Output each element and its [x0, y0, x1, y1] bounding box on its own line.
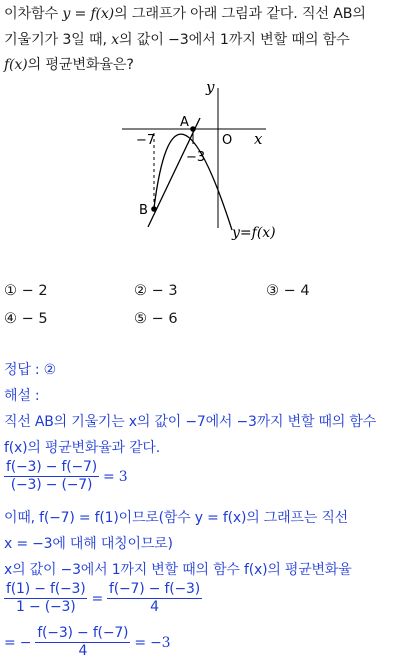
- curve-label: y=f(x): [232, 225, 276, 241]
- question-text-part: 의 그래프가 아래 그림과 같다. 직선 AB의: [114, 6, 366, 22]
- explanation-line-1: 직선 AB의 기울기는 x의 값이 −7에서 −3까지 변할 때의 함수: [4, 414, 377, 430]
- equation-final: [4, 625, 174, 660]
- tick-minus3-label: −3: [186, 150, 206, 165]
- point-b-label: B: [139, 203, 148, 218]
- question-line-1: [4, 2, 396, 28]
- explanation-heading: 해설 :: [4, 388, 40, 404]
- choice-3[interactable]: ③ − 4: [266, 283, 310, 299]
- x-axis-label: x: [254, 130, 263, 148]
- fraction-slope: [4, 459, 99, 494]
- origin-label: O: [222, 133, 233, 148]
- equation-result: = −3: [134, 634, 171, 651]
- fraction-numerator: f(−3) − f(−7): [37, 625, 129, 641]
- answer-line: 정답 : ②: [4, 362, 57, 378]
- fraction-denominator: 4: [78, 643, 88, 659]
- question-line-3: [4, 53, 396, 79]
- explanation-line-5: x의 값이 −3에서 1까지 변할 때의 함수 f(x)의 평균변화율: [4, 562, 352, 578]
- parabola-curve: [154, 134, 232, 230]
- fraction-denominator: 1 − (−3): [15, 599, 76, 615]
- explanation-line-4: x = −3에 대해 대칭이므로): [4, 536, 173, 552]
- explanation-line-2: f(x)의 평균변화율과 같다.: [4, 440, 161, 456]
- question-text-part: 이차함수: [4, 6, 63, 22]
- question-text: [4, 2, 396, 79]
- equation-average-rate: [4, 581, 202, 616]
- fraction-average-rate: [4, 581, 87, 616]
- fraction-denominator: (−3) − (−7): [10, 477, 93, 493]
- point-b: [151, 206, 157, 212]
- point-a: [190, 126, 196, 132]
- equals-negative: = −: [4, 634, 32, 651]
- fraction-numerator: f(−7) − f(−3): [109, 581, 201, 597]
- question-line-2: [4, 28, 396, 54]
- choice-4[interactable]: ④ − 5: [4, 311, 48, 327]
- function-expression: f(x): [4, 57, 28, 73]
- equals-sign: =: [91, 590, 104, 607]
- fraction-final: [35, 625, 130, 660]
- graph-figure: [118, 78, 278, 258]
- question-text-part: 의 값이 −3에서 1까지 변할 때의 함수: [118, 31, 350, 48]
- y-axis-label: y: [206, 78, 215, 96]
- choice-1[interactable]: ① − 2: [4, 283, 48, 299]
- fraction-numerator: f(1) − f(−3): [6, 581, 86, 597]
- fraction-substituted: [107, 581, 202, 616]
- tick-minus7-label: −7: [136, 133, 156, 148]
- choice-2[interactable]: ② − 3: [134, 283, 178, 299]
- fraction-numerator: f(−3) − f(−7): [6, 459, 98, 475]
- equation-slope: [4, 459, 132, 494]
- point-a-label: A: [180, 115, 189, 130]
- function-expression: y = f(x): [62, 6, 114, 22]
- variable-x: x: [111, 31, 119, 48]
- equation-result: = 3: [103, 468, 128, 485]
- question-text-part: 기울기가 3일 때,: [4, 31, 112, 48]
- question-text-part: 의 평균변화율은?: [27, 57, 134, 73]
- explanation-line-3: 이때, f(−7) = f(1)이므로(함수 y = f(x)의 그래프는 직선: [4, 510, 348, 526]
- fraction-denominator: 4: [150, 599, 159, 615]
- choice-5[interactable]: ⑤ − 6: [134, 311, 178, 327]
